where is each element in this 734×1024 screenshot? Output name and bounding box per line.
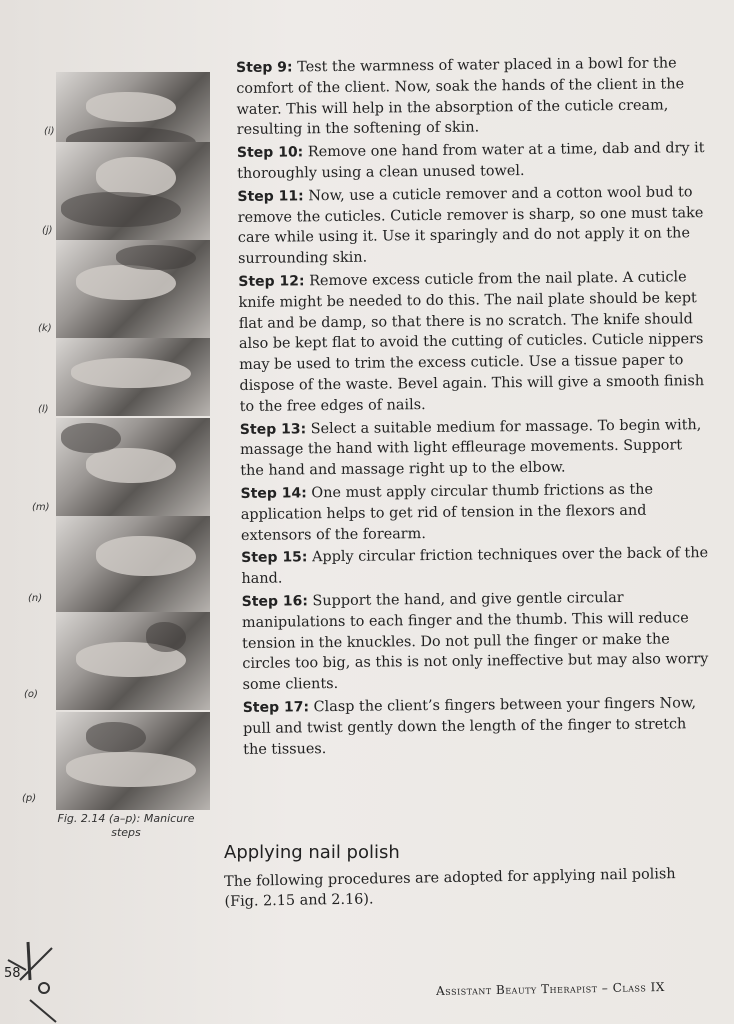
figure-label-p: (p): [22, 793, 37, 804]
step-14: [240, 479, 711, 546]
step-label: Step 17:: [242, 699, 310, 716]
step-11: [237, 182, 708, 270]
step-label: Step 10:: [236, 144, 304, 162]
step-text: Apply circular friction techniques over the back of the hand.: [241, 545, 709, 588]
step-10: [237, 138, 707, 185]
step-label: Step 16:: [241, 593, 309, 610]
page-number: 58: [4, 966, 21, 981]
step-12: [238, 267, 709, 417]
step-15: [241, 543, 711, 590]
figure-label-l: (l): [38, 404, 49, 415]
figure-caption: Fig. 2.14 (a–p): Manicure steps: [57, 812, 195, 839]
figure-label-j: (j): [42, 225, 53, 236]
figure-label-i: (i): [44, 126, 55, 137]
page-footer: Assistant Beauty Therapist – Class IX: [435, 980, 665, 998]
section-heading: Applying nail polish: [224, 842, 400, 863]
photo-o: [56, 612, 210, 710]
step-text: Support the hand, and give gentle circular manipulations to each finger and the thumb. This will reduce tension in the knuckles. Do not pull the finger or make the circles too big, as this is not only ineffective but may also worry some clients.: [241, 589, 709, 694]
step-text: Test the warmness of water placed in a bowl for the comfort of the client. Now, soak the hands of the client in the water. This will help in the absorption of the cuticle cream, resulting in the softening of skin.: [236, 55, 685, 139]
manicure-tool-icon: [0, 940, 60, 1024]
photo-m: [56, 418, 210, 516]
step-text: Now, use a cuticle remover and a cotton wool bud to remove the cuticles. Cuticle remover is sharp, so one must take care while using it. Use it sparingly and do not apply it on the surrounding skin.: [237, 184, 704, 268]
step-13: [240, 415, 711, 482]
step-text: Select a suitable medium for massage. To begin with, massage the hand with light effleurage movements. Support the hand and massage right up to the elbow.: [240, 416, 702, 480]
step-text: Clasp the client’s fingers between your fingers Now, pull and twist gently down the length of the finger to stretch the tissues.: [242, 695, 697, 758]
figure-label-m: (m): [32, 502, 50, 513]
step-label: Step 14:: [240, 485, 307, 502]
photo-k: [56, 240, 210, 338]
step-label: Step 15:: [241, 549, 308, 567]
step-label: Step 9:: [236, 59, 293, 76]
step-label: Step 13:: [239, 420, 307, 438]
step-9: [236, 53, 707, 141]
photo-j: [56, 142, 210, 240]
manicure-steps: [236, 53, 713, 762]
photo-l: [56, 338, 210, 416]
step-text: Remove excess cuticle from the nail plate. A cuticle knife might be needed to do this. The nail plate should be kept flat and be damp, so that there is no scratch. The knife should also be kept flat to avoid the cutting of cuticles. Cuticle nippers may be used to trim the excess cuticle. Use a tissue paper to dispose of the waste. Bevel again. This will give a smooth finish to the free edges of nails.: [238, 269, 705, 415]
step-text: One must apply circular thumb frictions as the application helps to get rid of tension in the flexors and extensors of the forearm.: [240, 481, 654, 544]
step-17: [243, 693, 714, 760]
section-paragraph: The following procedures are adopted for applying nail polish (Fig. 2.15 and 2.16).: [224, 866, 676, 910]
step-label: Step 12:: [238, 273, 305, 290]
figure-label-o: (o): [24, 689, 38, 700]
step-label: Step 11:: [237, 188, 304, 205]
figure-label-n: (n): [28, 593, 43, 604]
step-text: Remove one hand from water at a time, dab and dry it thoroughly using a clean unused towel.: [237, 140, 705, 182]
photo-p: [56, 712, 210, 810]
photo-n: [56, 516, 210, 614]
figure-label-k: (k): [38, 323, 52, 334]
step-16: [242, 587, 713, 696]
